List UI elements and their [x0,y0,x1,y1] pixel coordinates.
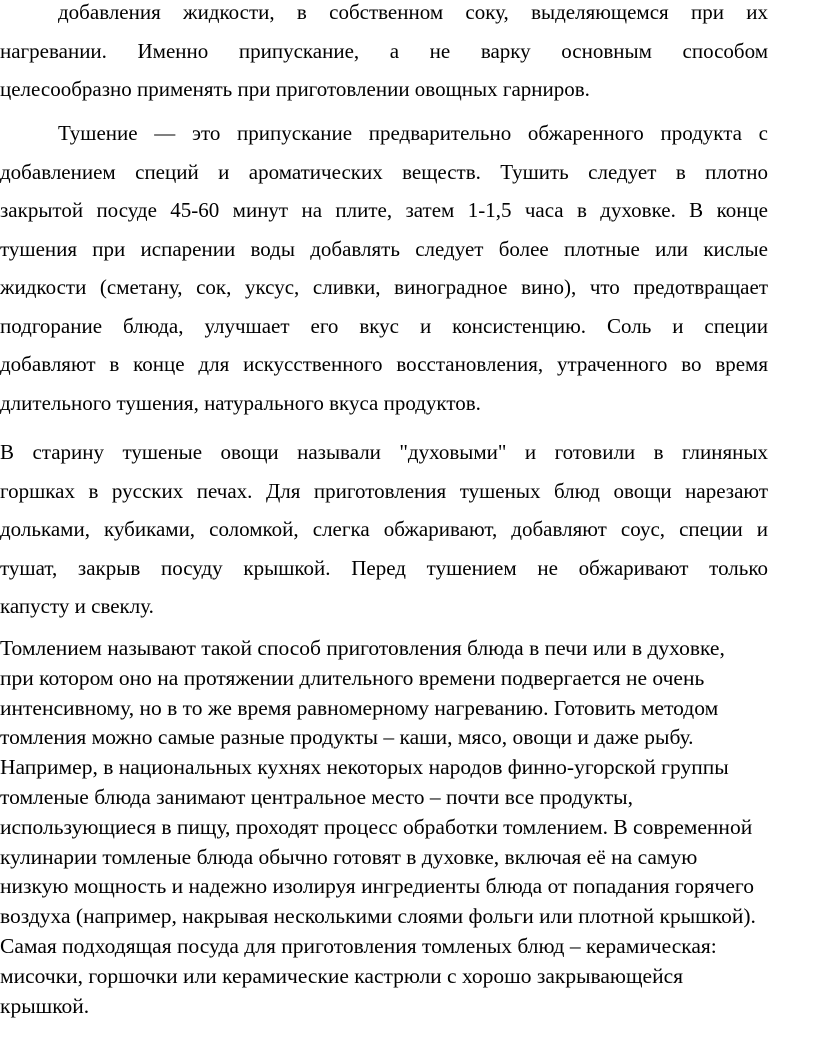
text-line: Томлением называют такой способ приготовления блюда в печи или в духовке, [0,636,725,660]
text-line: кулинарии томленые блюда обычно готовят в духовке, включая её на самую [0,844,698,869]
paragraph-braising [0,634,810,1021]
paragraph-stewing [0,114,768,422]
text-line: томленые блюда занимают центральное место – почти все продукты, [0,784,634,809]
text-line: Например, в национальных кухнях некоторых народов финно-угорской группы [0,755,729,780]
text-line: длительного тушения, натурального вкуса продуктов. [0,390,481,415]
text-line: тушат, закрыв посуду крышкой. Перед тушением не обжаривают только [0,555,768,580]
text-line: добавлением специй и ароматических веществ. Тушить следует в плотно [0,159,768,184]
text-line: крышкой. [0,993,90,1018]
text-line: интенсивному, но в то же время равномерному нагреванию. Готовить методом [0,695,719,720]
text-line: капусту и свеклу. [0,594,154,618]
text-line: нагревании. Именно припускание, а не варку основным способом [0,38,768,63]
text-line: добавляют в конце для искусственного восстановления, утраченного во время [0,352,768,376]
text-line: добавления жидкости, в собственном соку, выделяющемся при их [58,0,768,24]
text-line: жидкости (сметану, сок, уксус, сливки, виноградное вино), что предотвращает [0,275,768,299]
text-line: мисочки, горшочки или керамические кастрюли с хорошо закрывающейся [0,963,684,988]
paragraph-blanching-end [0,0,768,109]
text-line: закрытой посуде 45-60 минут на плите, затем 1-1,5 часа в духовке. В конце [0,198,768,222]
text-line: томления можно самые разные продукты – каши, мясо, овощи и даже рыбу. [0,725,694,750]
text-line: Тушение — это припускание предварительно обжаренного продукта с [58,121,768,145]
text-line: целесообразно применять при приготовлении овощных гарниров. [0,77,590,101]
text-line: Самая подходящая посуда для приготовления томленых блюд – керамическая: [0,933,717,958]
text-line: низкую мощность и надежно изолируя ингредиенты блюда от попадания горячего [0,874,754,899]
paragraph-old-times [0,433,768,626]
text-line: при котором оно на протяжении длительного времени подвергается не очень [0,665,705,690]
text-line: воздуха (например, накрывая несколькими слоями фольги или плотной крышкой). [0,904,756,929]
text-line: горшках в русских печах. Для приготовления тушеных блюд овощи нарезают [0,478,768,503]
text-line: В старину тушеные овощи называли "духовыми" и готовили в глиняных [0,440,768,464]
text-line: тушения при испарении воды добавлять следует более плотные или кислые [0,236,768,261]
text-line: дольками, кубиками, соломкой, слегка обжаривают, добавляют соус, специи и [0,517,768,541]
text-line: использующиеся в пищу, проходят процесс обработки томлением. В современной [0,814,753,839]
text-line: подгорание блюда, улучшает его вкус и консистенцию. Соль и специи [0,313,768,338]
